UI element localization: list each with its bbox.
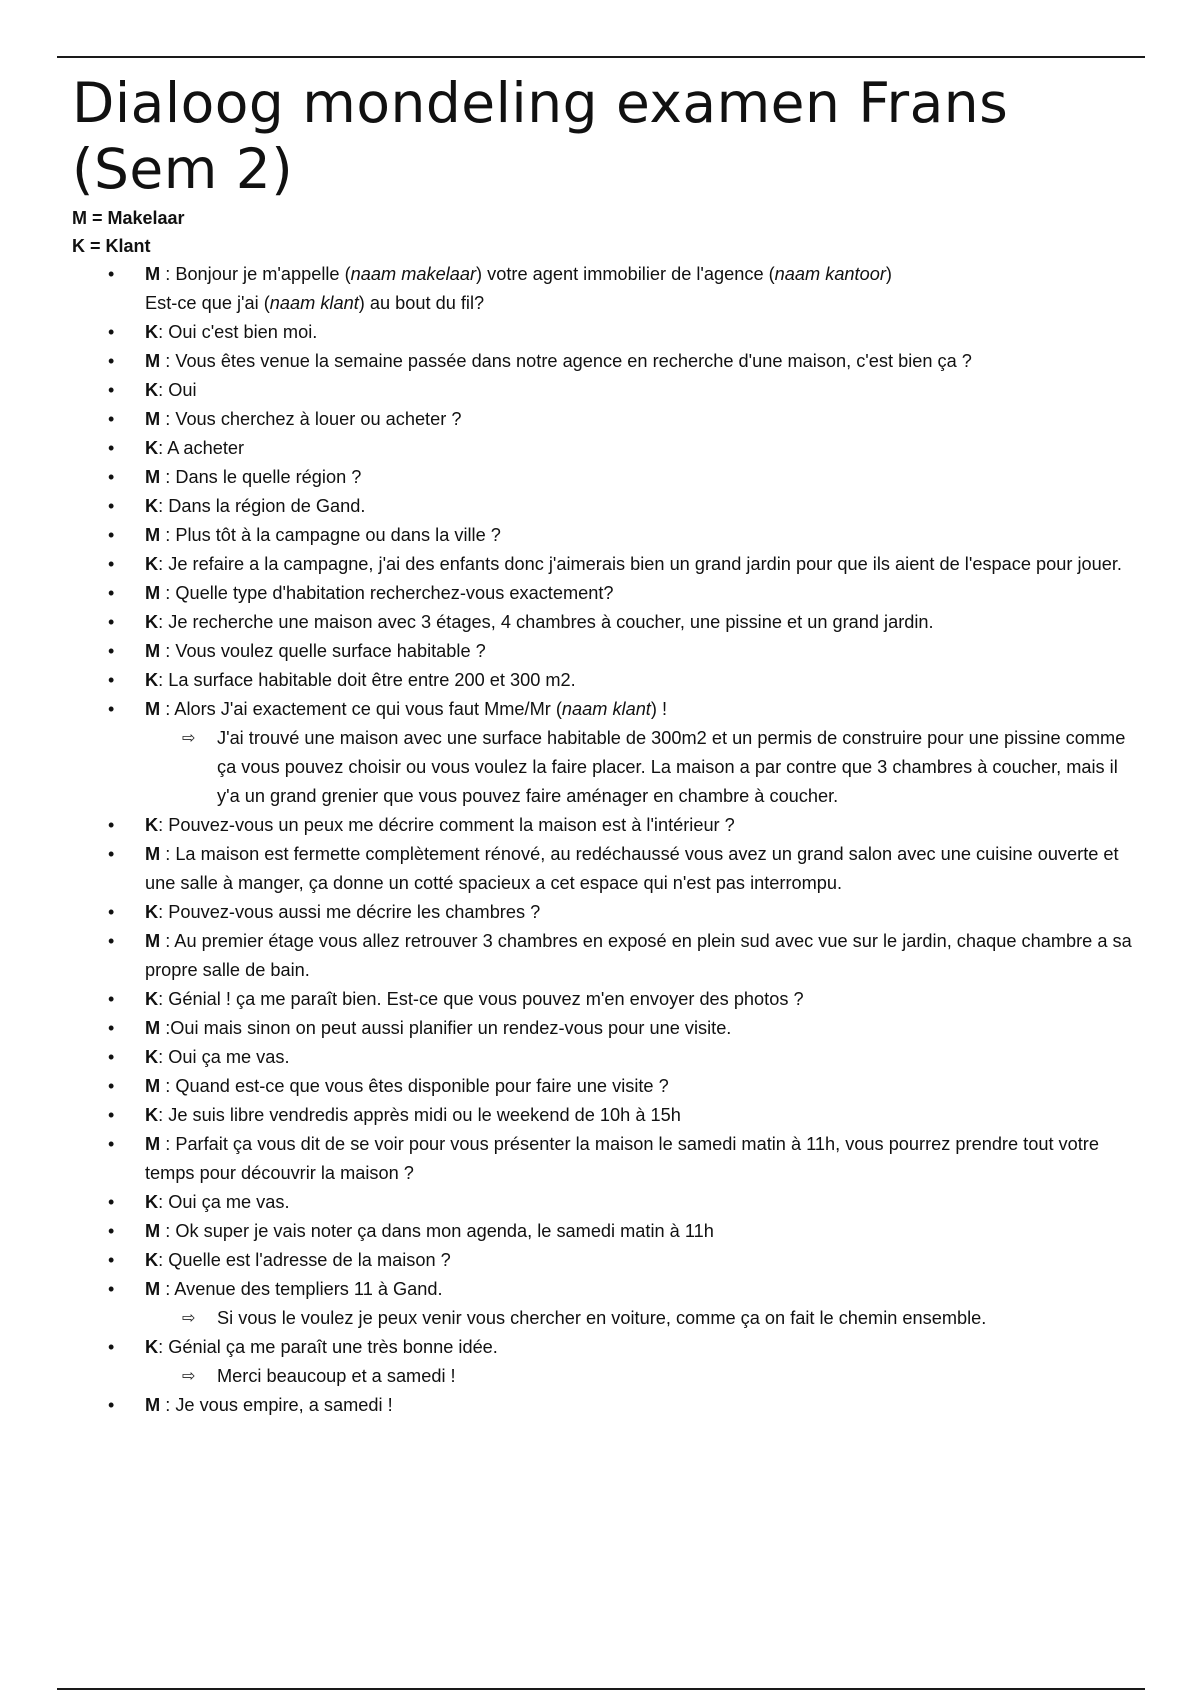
speaker-label: K [145,380,159,400]
bullet-icon: • [108,409,115,429]
speaker-label: M [145,699,161,719]
line-text: : Vous êtes venue la semaine passée dans notre agence en recherche d'une maison, c'est bien ça ? [160,351,972,371]
speaker-label: K [145,612,159,632]
bullet-icon: • [108,496,115,516]
dialogue-line [72,1014,1132,1043]
dialogue-line [72,1275,1132,1333]
speaker-label: K [145,1192,159,1212]
bullet-icon: • [108,931,115,951]
sub-line-text: Merci beaucoup et a samedi ! [217,1366,456,1386]
speaker-label: M [145,1279,161,1299]
speaker-label: M [145,583,161,603]
speaker-label: K [145,815,159,835]
bullet-icon: • [108,1337,115,1357]
bullet-icon: • [108,902,115,922]
bullet-icon: • [108,989,115,1009]
bottom-rule [57,1688,1145,1690]
line-text: : Vous voulez quelle surface habitable ? [160,641,486,661]
sub-list [72,1304,1132,1333]
bullet-icon: • [108,612,115,632]
line-text: : Je suis libre vendredis apprès midi ou le weekend de 10h à 15h [158,1105,681,1125]
dialogue-line [72,927,1132,985]
speaker-label: K [145,670,159,690]
dialogue-line [72,492,1132,521]
speaker-label: K [145,989,159,1009]
line-text: ) [885,264,892,284]
bullet-icon: • [108,322,115,342]
bullet-icon: • [108,264,115,284]
bullet-icon: • [108,1279,115,1299]
dialogue-line [72,1391,1132,1420]
line-text: : Oui c'est bien moi. [158,322,318,342]
speaker-label: K [145,1047,159,1067]
line-text: : Je recherche une maison avec 3 étages, 4 chambres à coucher, une pissine et un grand jardin. [158,612,934,632]
speaker-label: K [145,1105,159,1125]
bullet-icon: • [108,844,115,864]
bullet-icon: • [108,1134,115,1154]
placeholder-text: naam kantoor [774,264,886,284]
dialogue-line [72,434,1132,463]
sub-line [72,724,1132,811]
line-text: : A acheter [158,438,245,458]
dialogue-line [72,521,1132,550]
bullet-icon: • [108,554,115,574]
speaker-label: M [145,525,161,545]
line-text: : Parfait ça vous dit de se voir pour vous présenter la maison le samedi matin à 11h, vous pourrez prendre tout votre temps pour découvrir la maison ? [145,1134,1099,1183]
line-text: : Ok super je vais noter ça dans mon agenda, le samedi matin à 11h [160,1221,714,1241]
placeholder-text: naam klant [269,293,359,313]
bullet-icon: • [108,583,115,603]
line-text: : Pouvez-vous un peux me décrire comment la maison est à l'intérieur ? [158,815,735,835]
speaker-label: M [145,1221,161,1241]
dialogue-line [72,260,1132,318]
dialogue-line [72,1217,1132,1246]
dialogue-line [72,1188,1132,1217]
line-text: : Bonjour je m'appelle ( [160,264,351,284]
dialogue-line [72,985,1132,1014]
line-text: : Génial ça me paraît une très bonne idée. [158,1337,498,1357]
sub-line-text: Si vous le voulez je peux venir vous chercher en voiture, comme ça on fait le chemin ensemble. [217,1308,987,1328]
dialogue-line [72,1043,1132,1072]
line-text: ) votre agent immobilier de l'agence ( [476,264,775,284]
speaker-label: M [145,1076,161,1096]
arrow-right-icon: ⇨ [182,1368,196,1385]
arrow-right-icon: ⇨ [182,1310,196,1327]
dialogue-line [72,1246,1132,1275]
bullet-icon: • [108,670,115,690]
dialogue-line [72,666,1132,695]
placeholder-text: naam makelaar [350,264,477,284]
dialogue-line [72,463,1132,492]
placeholder-text: naam klant [561,699,651,719]
dialogue-line [72,405,1132,434]
dialogue-line [72,1101,1132,1130]
dialogue-line [72,637,1132,666]
bullet-icon: • [108,351,115,371]
speaker-label: K [145,322,159,342]
line-text: : Pouvez-vous aussi me décrire les chambres ? [158,902,541,922]
line-text: ) ! [650,699,668,719]
bullet-icon: • [108,699,115,719]
line-text: : La surface habitable doit être entre 200 et 300 m2. [158,670,576,690]
line-text: : Quelle est l'adresse de la maison ? [158,1250,451,1270]
dialogue-line [72,347,1132,376]
bullet-icon: • [108,1047,115,1067]
line-text: : Avenue des templiers 11 à Gand. [160,1279,443,1299]
sub-line-text: J'ai trouvé une maison avec une surface habitable de 300m2 et un permis de construire pour une pissine comme ça vous pouvez choisir ou vous voulez la faire placer. La maison a par contre que 3 chambres à coucher, mais il y'a un grand grenier que vous pouvez faire aménager en chambre à coucher. [217,728,1126,806]
bullet-icon: • [108,815,115,835]
line-text: : Dans le quelle région ? [160,467,362,487]
line-text: : Oui ça me vas. [158,1047,290,1067]
bullet-icon: • [108,380,115,400]
top-rule [57,56,1145,58]
speaker-label: K [145,554,159,574]
dialogue-line [72,840,1132,898]
line-text: : La maison est fermette complètement rénové, au redéchaussé vous avez un grand salon avec une cuisine ouverte et une salle à manger, ça donne un cotté spacieux a cet espace qui n'est pas interrompu. [145,844,1119,893]
dialogue-line [72,1130,1132,1188]
sub-list [72,1362,1132,1391]
dialogue-line [72,318,1132,347]
dialogue-line [72,898,1132,927]
line-text: : Au premier étage vous allez retrouver 3 chambres en exposé en plein sud avec vue sur le jardin, chaque chambre a sa propre salle de bain. [145,931,1132,980]
dialogue-line [72,550,1132,579]
bullet-icon: • [108,1076,115,1096]
line-text: : Quand est-ce que vous êtes disponible pour faire une visite ? [160,1076,669,1096]
speaker-label: K [145,1250,159,1270]
speaker-label: M [145,351,161,371]
sub-line [72,1304,1132,1333]
sub-list [72,724,1132,811]
bullet-icon: • [108,1221,115,1241]
sub-line [72,1362,1132,1391]
speaker-label: M [145,1018,161,1038]
speaker-label: K [145,496,159,516]
line-text: : Génial ! ça me paraît bien. Est-ce que vous pouvez m'en envoyer des photos ? [158,989,804,1009]
speaker-label: M [145,1395,161,1415]
speaker-label: M [145,844,161,864]
bullet-icon: • [108,467,115,487]
page-title: Dialoog mondeling examen Frans (Sem 2) [72,71,1009,201]
dialogue-line [72,811,1132,840]
speaker-label: K [145,438,159,458]
speaker-label: M [145,409,161,429]
line-text: Est-ce que j'ai ( [145,293,270,313]
line-text: : Quelle type d'habitation recherchez-vous exactement? [160,583,614,603]
speaker-label: M [145,467,161,487]
line-text: : Oui [158,380,197,400]
dialogue-line [72,608,1132,637]
legend-makelaar: M = Makelaar [72,208,185,228]
dialogue-line [72,1333,1132,1391]
line-text: : Dans la région de Gand. [158,496,366,516]
legend-klant: K = Klant [72,236,151,256]
bullet-icon: • [108,1192,115,1212]
line-text: : Vous cherchez à louer ou acheter ? [160,409,462,429]
speaker-label: M [145,1134,161,1154]
line-text: : Je vous empire, a samedi ! [160,1395,393,1415]
line-text: : Je refaire a la campagne, j'ai des enfants donc j'aimerais bien un grand jardin pour que ils aient de l'espace pour jouer. [158,554,1122,574]
speaker-label: M [145,931,161,951]
bullet-icon: • [108,1395,115,1415]
bullet-icon: • [108,1250,115,1270]
line-text: :Oui mais sinon on peut aussi planifier un rendez-vous pour une visite. [160,1018,732,1038]
line-text: : Oui ça me vas. [158,1192,290,1212]
dialogue-line [72,579,1132,608]
speaker-label: K [145,902,159,922]
arrow-right-icon: ⇨ [182,730,196,747]
line-text: : Plus tôt à la campagne ou dans la ville ? [160,525,501,545]
dialogue-line [72,376,1132,405]
bullet-icon: • [108,525,115,545]
speaker-label: M [145,641,161,661]
bullet-icon: • [108,438,115,458]
speaker-legend [72,204,1132,260]
dialogue-line [72,1072,1132,1101]
bullet-icon: • [108,1105,115,1125]
speaker-label: K [145,1337,159,1357]
speaker-label: M [145,264,161,284]
bullet-icon: • [108,1018,115,1038]
dialogue-list [72,260,1132,1420]
dialogue-line [72,695,1132,811]
document-body [72,70,1132,1420]
line-text: : Alors J'ai exactement ce qui vous faut Mme/Mr ( [160,699,562,719]
line-text: ) au bout du fil? [358,293,485,313]
bullet-icon: • [108,641,115,661]
